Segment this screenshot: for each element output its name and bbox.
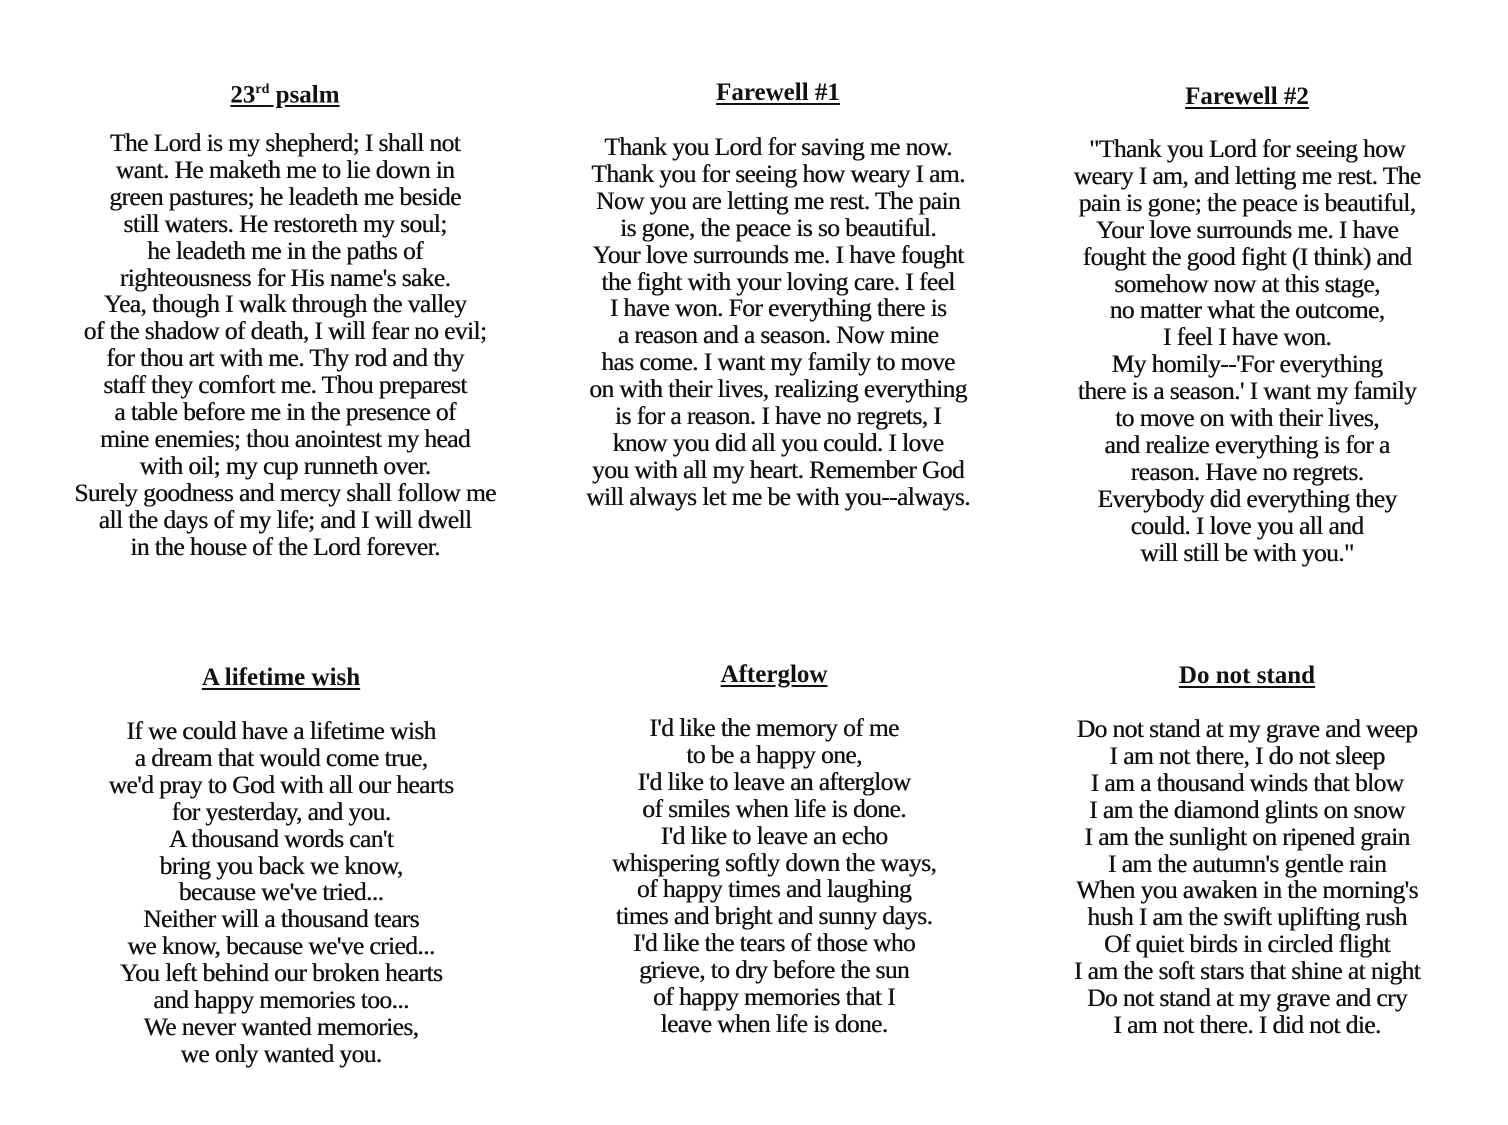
poem-body (528, 134, 1028, 511)
poem-line: I'd like to leave an echo (660, 820, 888, 850)
poem-line: somehow now at this stage, (1114, 268, 1380, 298)
poem-line: no matter what the outcome, (1109, 295, 1385, 325)
poem-line: I am a thousand winds that blow (1090, 767, 1404, 797)
poem-line: grieve, to dry before the sun (638, 955, 910, 985)
poem-body (997, 136, 1497, 567)
poem-line: You left behind our broken hearts (119, 958, 443, 988)
poem-line: I'd like the memory of me (649, 713, 899, 742)
title-text: psalm (269, 81, 340, 109)
poem-line: staff they comfort me. Thou preparest (103, 370, 467, 400)
poem-line: bring you back we know, (159, 850, 403, 880)
poem-body (524, 715, 1024, 1038)
poem-line: Neither will a thousand tears (143, 904, 419, 934)
poem-line: I feel I have won. (1162, 322, 1332, 352)
poem-23rd-psalm (35, 75, 535, 561)
poem-a-lifetime-wish (31, 663, 531, 1068)
poem-line: and happy memories too... (153, 985, 409, 1015)
poem-line: all the days of my life; and I will dwell (98, 504, 472, 534)
poem-line: to be a happy one, (686, 739, 862, 769)
poem-line: to move on with their lives, (1115, 403, 1379, 433)
poem-line: we'd pray to God with all our hearts (108, 769, 454, 799)
poem-title (35, 75, 535, 109)
poem-line: A thousand words can't (168, 823, 394, 853)
poem-line: weary I am, and letting me rest. The (1073, 160, 1421, 190)
poem-line: I am the soft stars that shine at night (1073, 956, 1421, 986)
poem-line: Do not stand at my grave and weep (1076, 714, 1418, 743)
poem-line: pain is gone; the peace is beautiful, (1078, 187, 1416, 217)
poem-farewell-1 (528, 78, 1028, 511)
poem-line: of the shadow of death, I will fear no evil; (83, 316, 487, 346)
poem-line: a reason and a season. Now mine (617, 320, 939, 350)
poem-title: Farewell #2 (1185, 83, 1309, 110)
poem-line: I am the sunlight on ripened grain (1084, 821, 1410, 851)
title-superscript: rd (255, 82, 270, 97)
poem-line: on with their lives, realizing everything (589, 374, 967, 404)
poem-afterglow (524, 660, 1024, 1038)
poem-line: Of quiet birds in circled flight (1103, 929, 1391, 959)
poem-line: know you did all you could. I love (612, 427, 944, 457)
poem-line: has come. I want my family to move (601, 347, 955, 377)
poem-line: because we've tried... (178, 877, 384, 907)
poem-line: he leadeth me in the paths of (147, 235, 423, 265)
poem-line: will still be with you." (1140, 537, 1354, 567)
poem-line: of happy memories that I (653, 982, 895, 1012)
poem-body (31, 718, 531, 1068)
poem-line: We never wanted memories, (143, 1011, 419, 1041)
poem-line: will always let me be with you--always. (586, 481, 970, 511)
poem-line: The Lord is my shepherd; I shall not (109, 128, 461, 157)
poem-line: Your love surrounds me. I have (1095, 214, 1399, 244)
poem-line: we know, because we've cried... (127, 931, 435, 961)
poem-line: I have won. For everything there is (609, 293, 947, 323)
poem-line: whispering softly down the ways, (611, 847, 937, 877)
poem-line: I'd like the tears of those who (633, 928, 915, 958)
poem-line: My homily--'For everything (1111, 349, 1383, 379)
poem-line: for thou art with me. Thy rod and thy (106, 343, 464, 373)
poem-line: Your love surrounds me. I have fought (592, 239, 964, 269)
title-text: 23 (230, 81, 256, 109)
poem-body (35, 130, 535, 561)
poem-line: for yesterday, and you. (171, 796, 391, 826)
poem-line: Do not stand at my grave and cry (1087, 983, 1407, 1013)
poem-line: I am the autumn's gentle rain (1107, 848, 1387, 878)
poem-line: of happy times and laughing (636, 874, 912, 904)
poem-line: mine enemies; thou anointest my head (99, 423, 470, 453)
poem-line: with oil; my cup runneth over. (139, 450, 431, 480)
poem-line: of smiles when life is done. (642, 793, 906, 823)
poem-line: in the house of the Lord forever. (130, 531, 440, 561)
poem-line: want. He maketh me to lie down in (115, 154, 455, 184)
poem-line: I am not there, I do not sleep (1109, 740, 1385, 770)
poem-line: Thank you for seeing how weary I am. (591, 158, 965, 188)
poem-title: Farewell #1 (716, 79, 840, 106)
poem-line: fought the good fight (I think) and (1082, 241, 1412, 271)
poem-farewell-2 (997, 82, 1497, 567)
poem-line: and realize everything is for a (1104, 429, 1390, 459)
poem-line: Everybody did everything they (1097, 483, 1397, 513)
poem-line: is gone, the peace is so beautiful. (619, 212, 937, 242)
poem-line: the fight with your loving care. I feel (601, 266, 955, 296)
poem-line: hush I am the swift uplifting rush (1087, 902, 1407, 932)
poem-line: could. I love you all and (1130, 510, 1364, 540)
poem-line: I am the diamond glints on snow (1089, 794, 1405, 824)
poem-body (997, 716, 1497, 1039)
poem-line: green pastures; he leadeth me beside (109, 181, 461, 211)
poem-title: Do not stand (1178, 662, 1316, 689)
poem-line: I am not there. I did not die. (1113, 1009, 1381, 1039)
poem-line: Yea, though I walk through the valley (103, 289, 467, 319)
poem-line: When you awaken in the morning's (1076, 875, 1418, 905)
poem-line: times and bright and sunny days. (615, 901, 933, 931)
poem-do-not-stand (997, 661, 1497, 1039)
poem-line: Surely goodness and mercy shall follow me (74, 477, 496, 507)
poem-line: leave when life is done. (660, 1008, 888, 1038)
poem-line: you with all my heart. Remember God (591, 454, 965, 484)
poem-line: there is a season.' I want my family (1077, 376, 1417, 406)
poem-line: I'd like to leave an afterglow (637, 766, 911, 796)
poem-line: still waters. He restoreth my soul; (123, 208, 447, 238)
poem-line: "Thank you Lord for seeing how (1088, 134, 1406, 163)
poem-line: a dream that would come true, (134, 742, 428, 772)
poem-line: is for a reason. I have no regrets, I (614, 401, 942, 431)
poem-line: If we could have a lifetime wish (126, 716, 436, 745)
poem-line: we only wanted you. (180, 1038, 382, 1068)
poem-line: a table before me in the presence of (114, 397, 456, 427)
poem-title: Afterglow (720, 661, 828, 688)
poem-line: Now you are letting me rest. The pain (596, 185, 960, 215)
poem-title: A lifetime wish (201, 664, 361, 691)
poem-line: reason. Have no regrets. (1130, 456, 1364, 486)
poem-line: Thank you Lord for saving me now. (604, 132, 952, 161)
poem-line: righteousness for His name's sake. (119, 262, 451, 292)
